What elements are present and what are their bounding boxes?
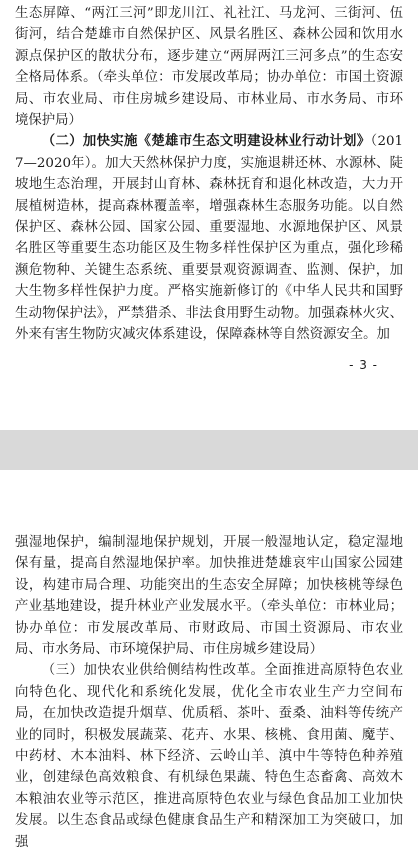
document-page-4 (0, 470, 418, 850)
page-3-body (15, 3, 403, 346)
paragraph-continuation: 生态屏障、“两江三河”即龙川江、礼社江、马龙河、三街河、伍街河，结合楚雄市自然保护区、风景名胜区、森林公园和饮用水源点保护区的散状分布，逐步建立“两屏两江三河多点”的生态安全格局体系。（牵头单位：市发展改革局；协办单位：市国土资源局、市农业局、市住房城乡建设局、市林业局、市水务局、市环境保护局） (15, 6, 403, 129)
section-heading-2: （二）加快实施《楚雄市生态文明建设林业行动计划》 (41, 133, 371, 150)
paragraph-agriculture-reform: （三）加快农业供给侧结构性改革。全面推进高原特色农业向特色化、现代化和系统化发展，优化全市农业生产力空间布局，在加快改造提升烟草、优质稻、茶叶、蚕桑、油料等传统产业的同时，积极发展蔬菜、花卉、水果、核桃、食用菌、魔芋、中药材、木本油料、林下经济、云岭山羊、滇中牛等特色种养殖业，创建绿色高效粮食、有机绿色果蔬、特色生态畜禽、高效木本粮油农业等示范区，推进高原特色农业与绿色食品加工业加快发展。以生态食品或绿色健康食品生产和精深加工为突破口，加强 (15, 663, 403, 850)
paragraph-forestry-plan (15, 131, 403, 345)
page-number: - 3 - (349, 358, 378, 372)
page-gap (0, 430, 418, 470)
page-4-body (15, 532, 403, 853)
paragraph-forestry-body: （2017—2020年）。加大天然林保护力度，实施退耕还林、水源林、陡坡地生态治理，开展封山育林、森林抚育和退化林改造，大力开展植树造林，提高森林覆盖率，增强森林生态服务功能。以自然保护区、森林公园、国家公园、重要湿地、水源地保护区、风景名胜区等重要生态功能区及生物多样性保护区为重点，强化珍稀濒危物种、关键生态系统、重要景观资源调查、监测、保护，加大生物多样性保护力度。严格实施新修订的《中华人民共和国野生动物保护法》，严禁猎杀、非法食用野生动物。加强森林火灾、外来有害生物防灾减灾体系建设，保障森林等自然资源安全。加 (15, 134, 404, 343)
paragraph-continuation: 强湿地保护，编制湿地保护规划，开展一般湿地认定，稳定湿地保有量，提高自然湿地保护率。加快推进楚雄哀牢山国家公园建设，构建市局合理、功能突出的生态安全屏障；加快核桃等绿色产业基地建设，提升林业产业发展水平。（牵头单位：市林业局；协办单位：市发展改革局、市财政局、市国土资源局、市农业局、市水务局、市环境保护局、市住房城乡建设局） (15, 535, 403, 658)
